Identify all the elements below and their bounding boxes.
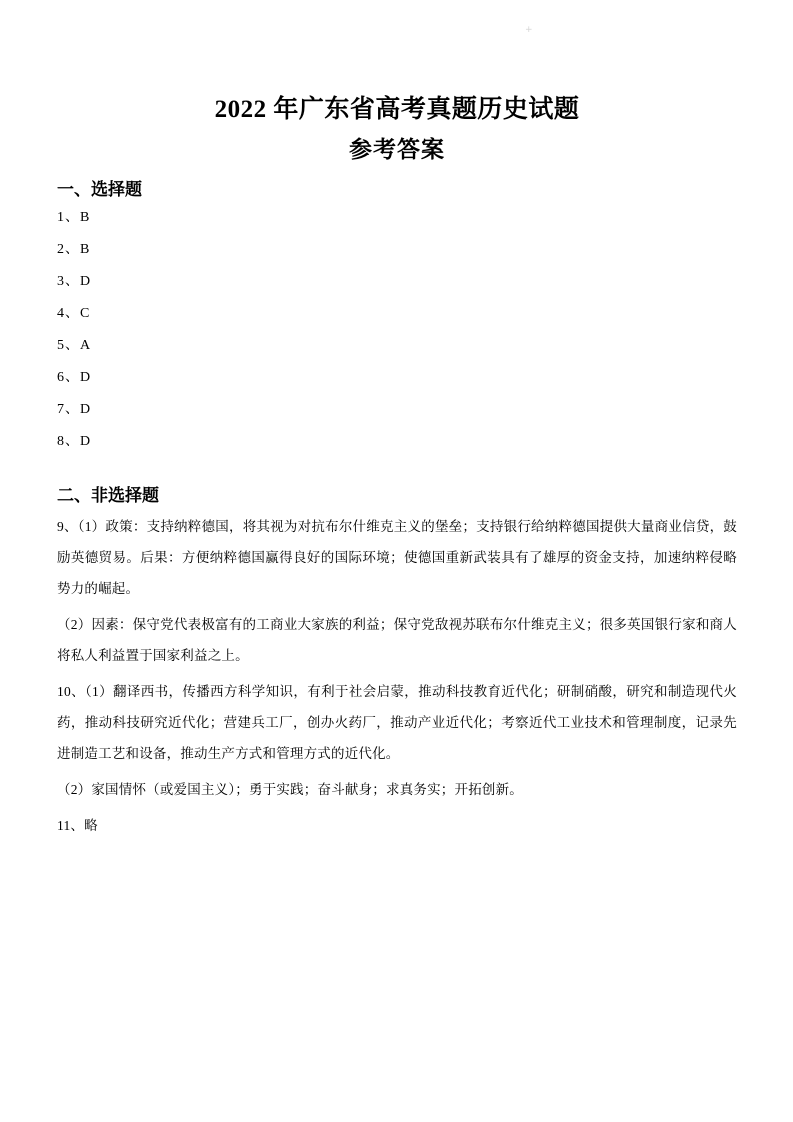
answer-10-part-2: （2）家国情怀（或爱国主义）；勇于实践；奋斗献身；求真务实；开拓创新。 xyxy=(57,782,523,797)
choice-answer-item-6: 6、D xyxy=(57,370,92,385)
answer-10-part-1: 10、（1）翻译西书，传播西方科学知识，有利于社会启蒙，推动科技教育近代化；研制硝酸，研究和制造现代火药，推动科技研究近代化；营建兵工厂，创办火药厂，推动产业近代化；考察近代工业技术和管理制度，记录先进制造工艺和设备，推动生产方式和管理方式的近代化。 xyxy=(57,684,737,761)
choice-answer-item-4: 4、C xyxy=(57,306,91,321)
answer-11: 11、略 xyxy=(57,818,98,833)
choice-answer-item-1: 1、B xyxy=(57,210,91,225)
print-artifact-mark: + xyxy=(525,25,533,35)
answer-9-part-2: （2）因素：保守党代表极富有的工商业大家族的利益；保守党敌视苏联布尔什维克主义；很多英国银行家和商人将私人利益置于国家利益之上。 xyxy=(57,617,737,663)
document-subtitle: 参考答案 xyxy=(349,137,445,162)
choice-answer-item-2: 2、B xyxy=(57,242,91,257)
choice-answer-item-8: 8、D xyxy=(57,434,92,449)
choice-answer-item-3: 3、D xyxy=(57,274,92,289)
section-1-heading: 一、选择题 xyxy=(57,180,142,199)
choice-answers-list xyxy=(57,202,737,458)
section-2-heading: 二、非选择题 xyxy=(57,486,159,505)
document-title: 2022 年广东省高考真题历史试题 xyxy=(214,96,580,123)
choice-answer-item-7: 7、D xyxy=(57,402,92,417)
choice-answer-item-5: 5、A xyxy=(57,338,92,353)
answer-9-part-1: 9、（1）政策：支持纳粹德国，将其视为对抗布尔什维克主义的堡垒；支持银行给纳粹德国提供大量商业信贷，鼓励英德贸易。后果：方便纳粹德国赢得良好的国际环境；使德国重新武装具有了雄厚的资金支持，加速纳粹侵略势力的崛起。 xyxy=(57,519,737,596)
non-choice-answers xyxy=(57,511,737,841)
